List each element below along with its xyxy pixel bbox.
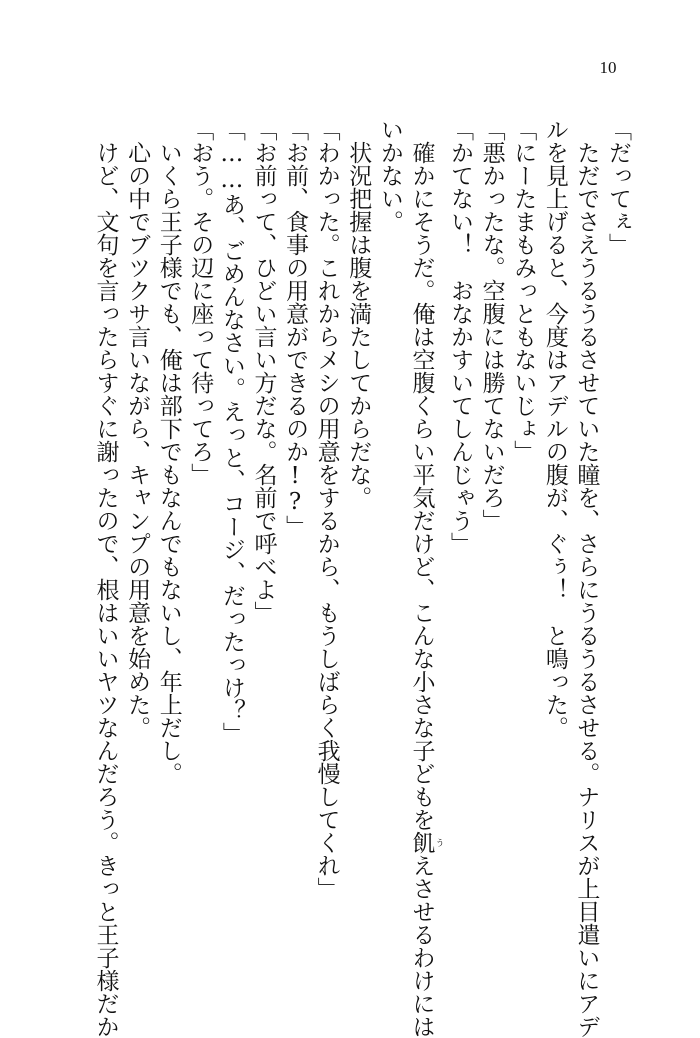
page-number: 10 — [599, 58, 617, 77]
text-line-17: けど、文句を言ったらすぐに謝ったので、根はいいヤツなんだろう。きっと王子様だか — [92, 118, 119, 1038]
text-line-13: 「……あ、ごめんなさい。えっと、コージ、だったっけ？」 — [218, 118, 245, 745]
text-line-7: 確かにそうだ。俺は空腹くらい平気だけど、こんな小さな子どもを飢 うえさせるわけには — [408, 118, 444, 1038]
vertical-text-body — [89, 118, 633, 1038]
text-line-10: 「わかった。これからメシの用意をするから、もうしばらく我慢してくれ」 — [313, 118, 340, 900]
ruby-annotation: 飢 う — [408, 831, 444, 854]
text-line-14: 「おう。その辺に座って待ってろ」 — [187, 118, 214, 486]
text-line-12: 「お前って、ひどい言い方だな。名前で呼べよ」 — [250, 118, 277, 624]
text-line-5: 「悪かったな。空腹には勝てないだろ」 — [478, 118, 505, 532]
text-line-15: いくら王子様でも、俺は部下でもなんでもないし、年上だし。 — [155, 118, 182, 785]
text-line-11: 「お前、食事の用意ができるのか!?」 — [282, 118, 309, 538]
text-line-9: 状況把握は腹を満たしてからだな。 — [345, 118, 372, 509]
text-line-1: 「だってぇ」 — [605, 118, 631, 256]
text-line-8: いかない。 — [376, 118, 403, 233]
ruby-reading: う — [433, 831, 444, 854]
text-line-4: 「にーたまもみっともないじょ」 — [510, 118, 537, 463]
text-line-6: 「かてない！ おなかすいてしんじゃう」 — [447, 118, 474, 555]
text-line-16: 心の中でブツクサ言いながら、キャンプの用意を始めた。 — [124, 118, 151, 739]
text-line-2: ただでさえうるうるさせていた瞳を、さらにうるうるさせる。ナリスが上目遣いにアデ — [573, 118, 600, 1038]
text-line-3: ルを見上げると、今度はアデルの腹が、ぐぅ！ と鳴った。 — [541, 118, 568, 739]
